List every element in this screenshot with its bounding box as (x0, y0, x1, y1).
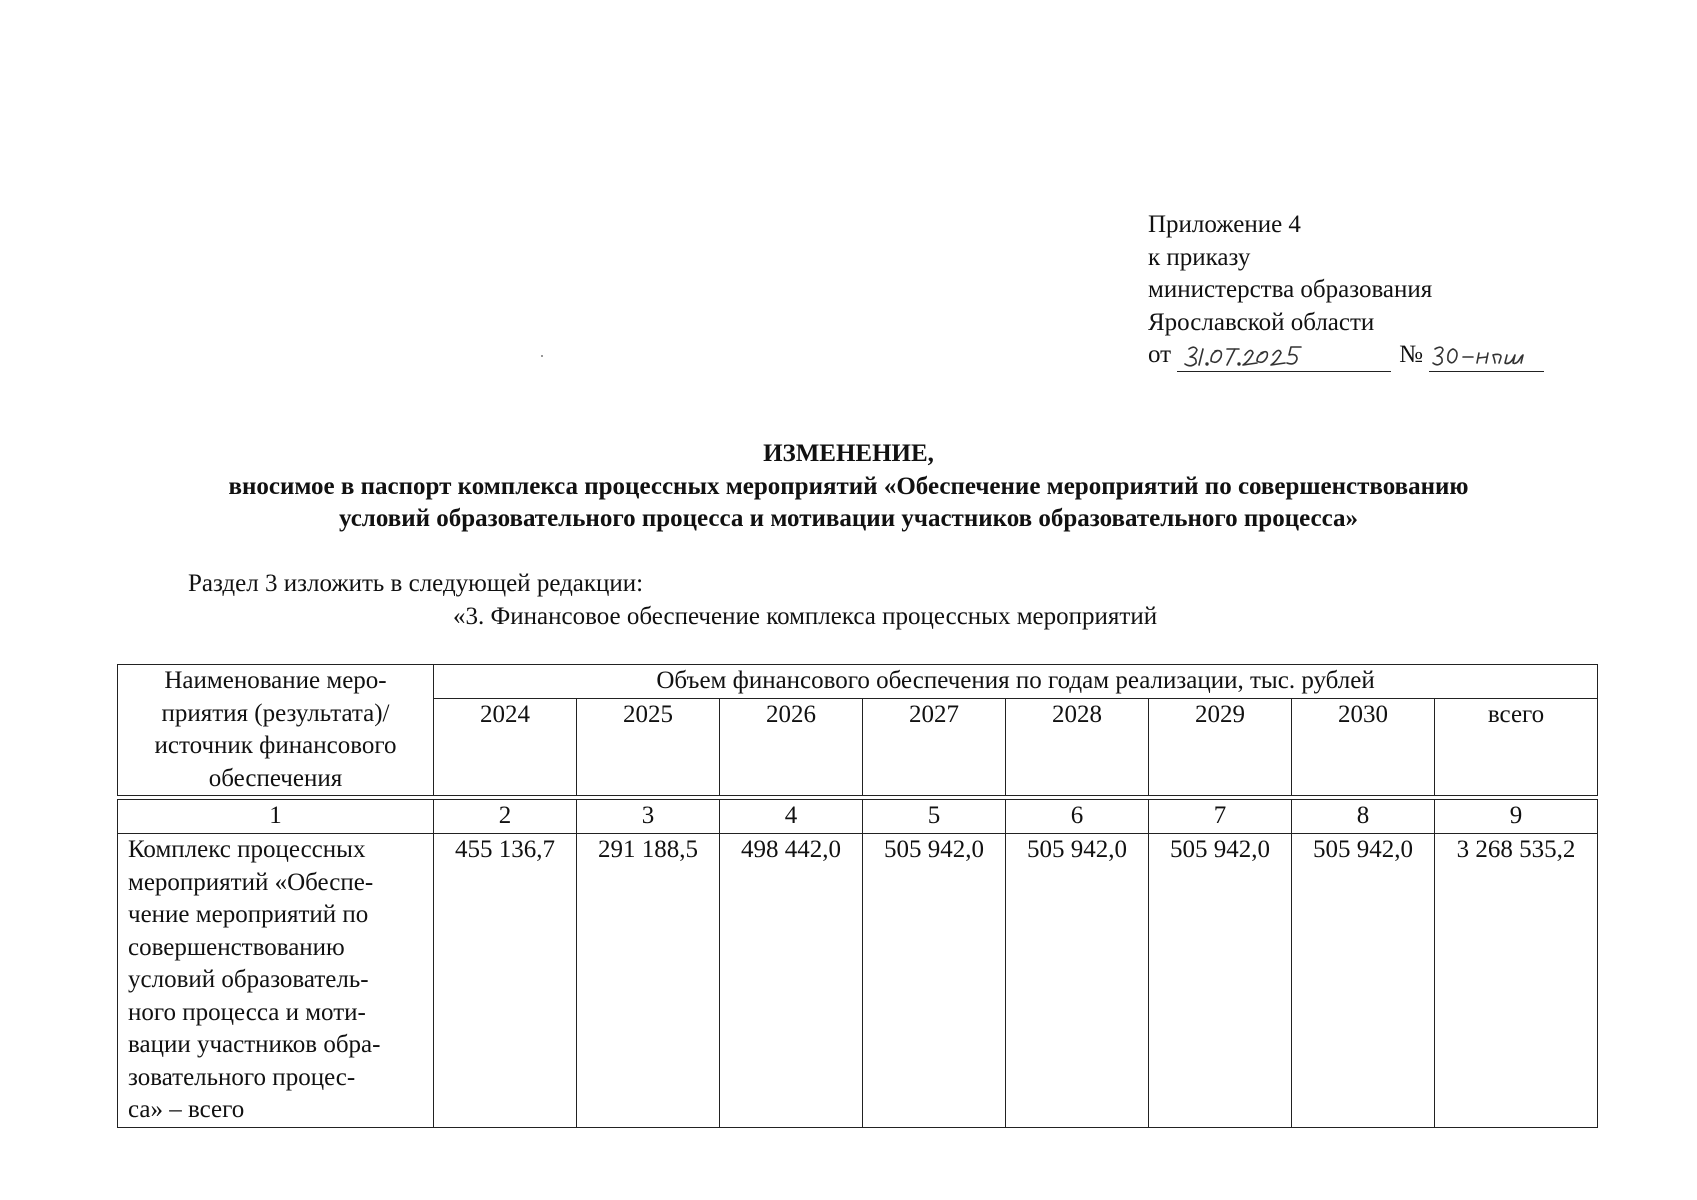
cell-value-2024: 455 136,7 (434, 834, 577, 1128)
handwritten-number (1429, 345, 1544, 372)
scan-speck (541, 355, 543, 357)
cell-value-2025: 291 188,5 (577, 834, 720, 1128)
header-name-column: Наименование меро- приятия (результата)/ источник финансового обеспечения (118, 665, 434, 796)
column-number: 5 (863, 800, 1006, 834)
column-number: 8 (1292, 800, 1435, 834)
section-heading: «3. Финансовое обеспечение комплекса процессных мероприятий (453, 603, 1158, 630)
cell-value-2027: 505 942,0 (863, 834, 1006, 1128)
number-sign: № (1399, 341, 1423, 368)
handwritten-number-signature-icon (1429, 343, 1539, 369)
appendix-block (1148, 209, 1544, 372)
cell-value-2026: 498 442,0 (720, 834, 863, 1128)
title-line-2: вносимое в паспорт комплекса процессных мероприятий «Обеспечение мероприятий по совершенствованию (228, 472, 1469, 500)
table-header-row (118, 665, 1598, 699)
title-line-3: условий образовательного процесса и мотивации участников образовательного процесса» (338, 505, 1358, 532)
header-year: 2024 (434, 698, 577, 795)
cell-value-2028: 505 942,0 (1006, 834, 1149, 1128)
table-row (118, 834, 1598, 1128)
appendix-line-2: к приказу (1148, 243, 1251, 271)
appendix-line-1: Приложение 4 (1148, 211, 1301, 238)
document-title (0, 438, 1697, 536)
column-number: 4 (720, 800, 863, 834)
header-year: 2026 (720, 698, 863, 795)
cell-value-total: 3 268 535,2 (1435, 834, 1598, 1128)
column-number: 1 (118, 800, 434, 834)
header-year: 2030 (1292, 698, 1435, 795)
header-year: 2028 (1006, 698, 1149, 795)
row-name: Комплекс процессных мероприятий «Обеспе- чение мероприятий по совершенствованию условий образователь- ного процесса и моти- вации участников обра- зовательного процес- са» – всего (118, 834, 434, 1128)
handwritten-date-signature-icon (1177, 343, 1327, 369)
column-number: 2 (434, 800, 577, 834)
appendix-line-3: министерства образования (1148, 276, 1433, 303)
date-prefix: от (1148, 341, 1172, 368)
column-number: 6 (1006, 800, 1149, 834)
column-number: 9 (1435, 800, 1598, 834)
appendix-line-4: Ярославской области (1148, 308, 1375, 336)
header-year: 2029 (1149, 698, 1292, 795)
cell-value-2029: 505 942,0 (1149, 834, 1292, 1128)
column-number: 7 (1149, 800, 1292, 834)
column-number: 3 (577, 800, 720, 834)
header-year: 2027 (863, 698, 1006, 795)
title-heading: ИЗМЕНЕНИЕ, (763, 440, 934, 467)
handwritten-date (1177, 345, 1391, 372)
financing-table (117, 664, 1598, 1128)
order-date-number-row (1148, 339, 1544, 372)
column-numbers-row (118, 800, 1598, 834)
cell-value-2030: 505 942,0 (1292, 834, 1435, 1128)
header-year: 2025 (577, 698, 720, 795)
header-total: всего (1435, 698, 1598, 795)
intro-text: Раздел 3 изложить в следующей редакции: (188, 570, 644, 597)
header-financing-group: Объем финансового обеспечения по годам реализации, тыс. рублей (434, 665, 1598, 699)
